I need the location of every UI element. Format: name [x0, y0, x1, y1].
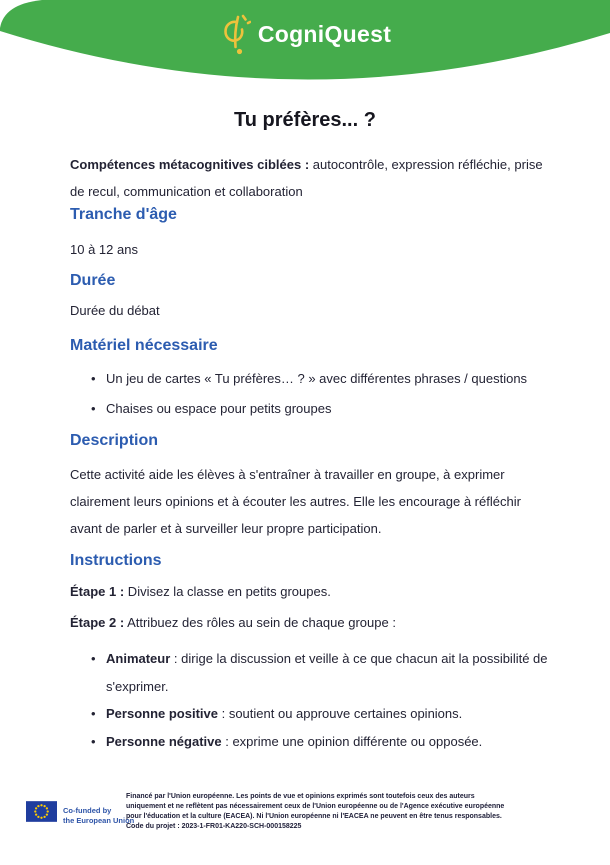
eu-flag-icon	[26, 801, 57, 822]
intro-text: autocontrôle, expression réfléchie, prise de recul, communication et collaboration	[70, 157, 543, 199]
materials-list	[70, 370, 548, 430]
role-text: : dirige la discussion et veille à ce que chacun ait la possibilité de s'exprimer.	[106, 651, 548, 694]
eu-label-line: the European Union	[63, 815, 135, 825]
role-text: : exprime une opinion différente ou opposée.	[221, 733, 483, 749]
step-2-label: Étape 2 :	[70, 615, 125, 630]
eu-label-line: Co-funded by	[63, 806, 112, 815]
role-label: Animateur	[106, 651, 171, 666]
intro-label: Compétences métacognitives ciblées :	[70, 157, 313, 172]
step-2-text: Attribuez des rôles au sein de chaque groupe :	[124, 615, 396, 630]
eu-cofunded-label	[63, 806, 134, 825]
page-title: Tu préfères... ?	[234, 109, 376, 131]
description-paragraph: Cette activité aide les élèves à s'entraîner à travailler en groupe, à exprimer clairement leurs opinions et à écouter les autres. Elle les encourage à réfléchir avant de parler et à surveiller leur propre participation.	[70, 467, 521, 536]
role-label: Personne négative	[106, 733, 222, 749]
list-item: • Chaises ou espace pour petits groupes	[70, 400, 548, 418]
disclaimer-line: pour l'éducation et la culture (EACEA). Ni l'Union européenne ni l'EACEA ne peuvent en être tenus responsables.	[126, 813, 502, 820]
cogniquest-sprout-icon	[219, 12, 251, 56]
list-item	[70, 728, 548, 756]
step-1-label: Étape 1 :	[70, 584, 125, 599]
section-heading-materials: Matériel nécessaire	[70, 337, 218, 354]
disclaimer-line: uniquement et ne reflètent pas nécessairement ceux de l'Union européenne ou de l'Agence exécutive européenne	[126, 803, 505, 810]
section-heading-instructions: Instructions	[70, 552, 162, 569]
section-heading-age: Tranche d'âge	[70, 206, 177, 223]
instruction-step-1	[70, 584, 548, 599]
list-item	[70, 645, 548, 700]
brand-logo	[0, 12, 610, 56]
brand-name: CogniQuest	[257, 20, 392, 47]
disclaimer-line: Financé par l'Union européenne. Les points de vue et opinions exprimés sont toutefois ceux des auteurs	[126, 793, 475, 800]
step-1-text: Divisez la classe en petits groupes.	[124, 584, 331, 599]
section-heading-duration: Durée	[70, 272, 116, 289]
roles-list	[70, 645, 548, 755]
list-item	[70, 700, 548, 728]
duration-value: Durée du débat	[70, 303, 160, 318]
instruction-step-2	[70, 615, 548, 630]
project-code: Code du projet : 2023-1-FR01-KA220-SCH-000158225	[126, 823, 302, 830]
role-text: : soutient ou approuve certaines opinions.	[217, 706, 463, 721]
section-heading-description: Description	[70, 432, 159, 449]
funding-disclaimer	[126, 792, 504, 832]
header-banner	[0, 0, 610, 110]
list-item: • Un jeu de cartes « Tu préfères… ? » avec différentes phrases / questions	[70, 370, 548, 388]
age-value: 10 à 12 ans	[70, 242, 138, 257]
role-label: Personne positive	[106, 706, 218, 721]
intro-paragraph	[70, 151, 545, 205]
